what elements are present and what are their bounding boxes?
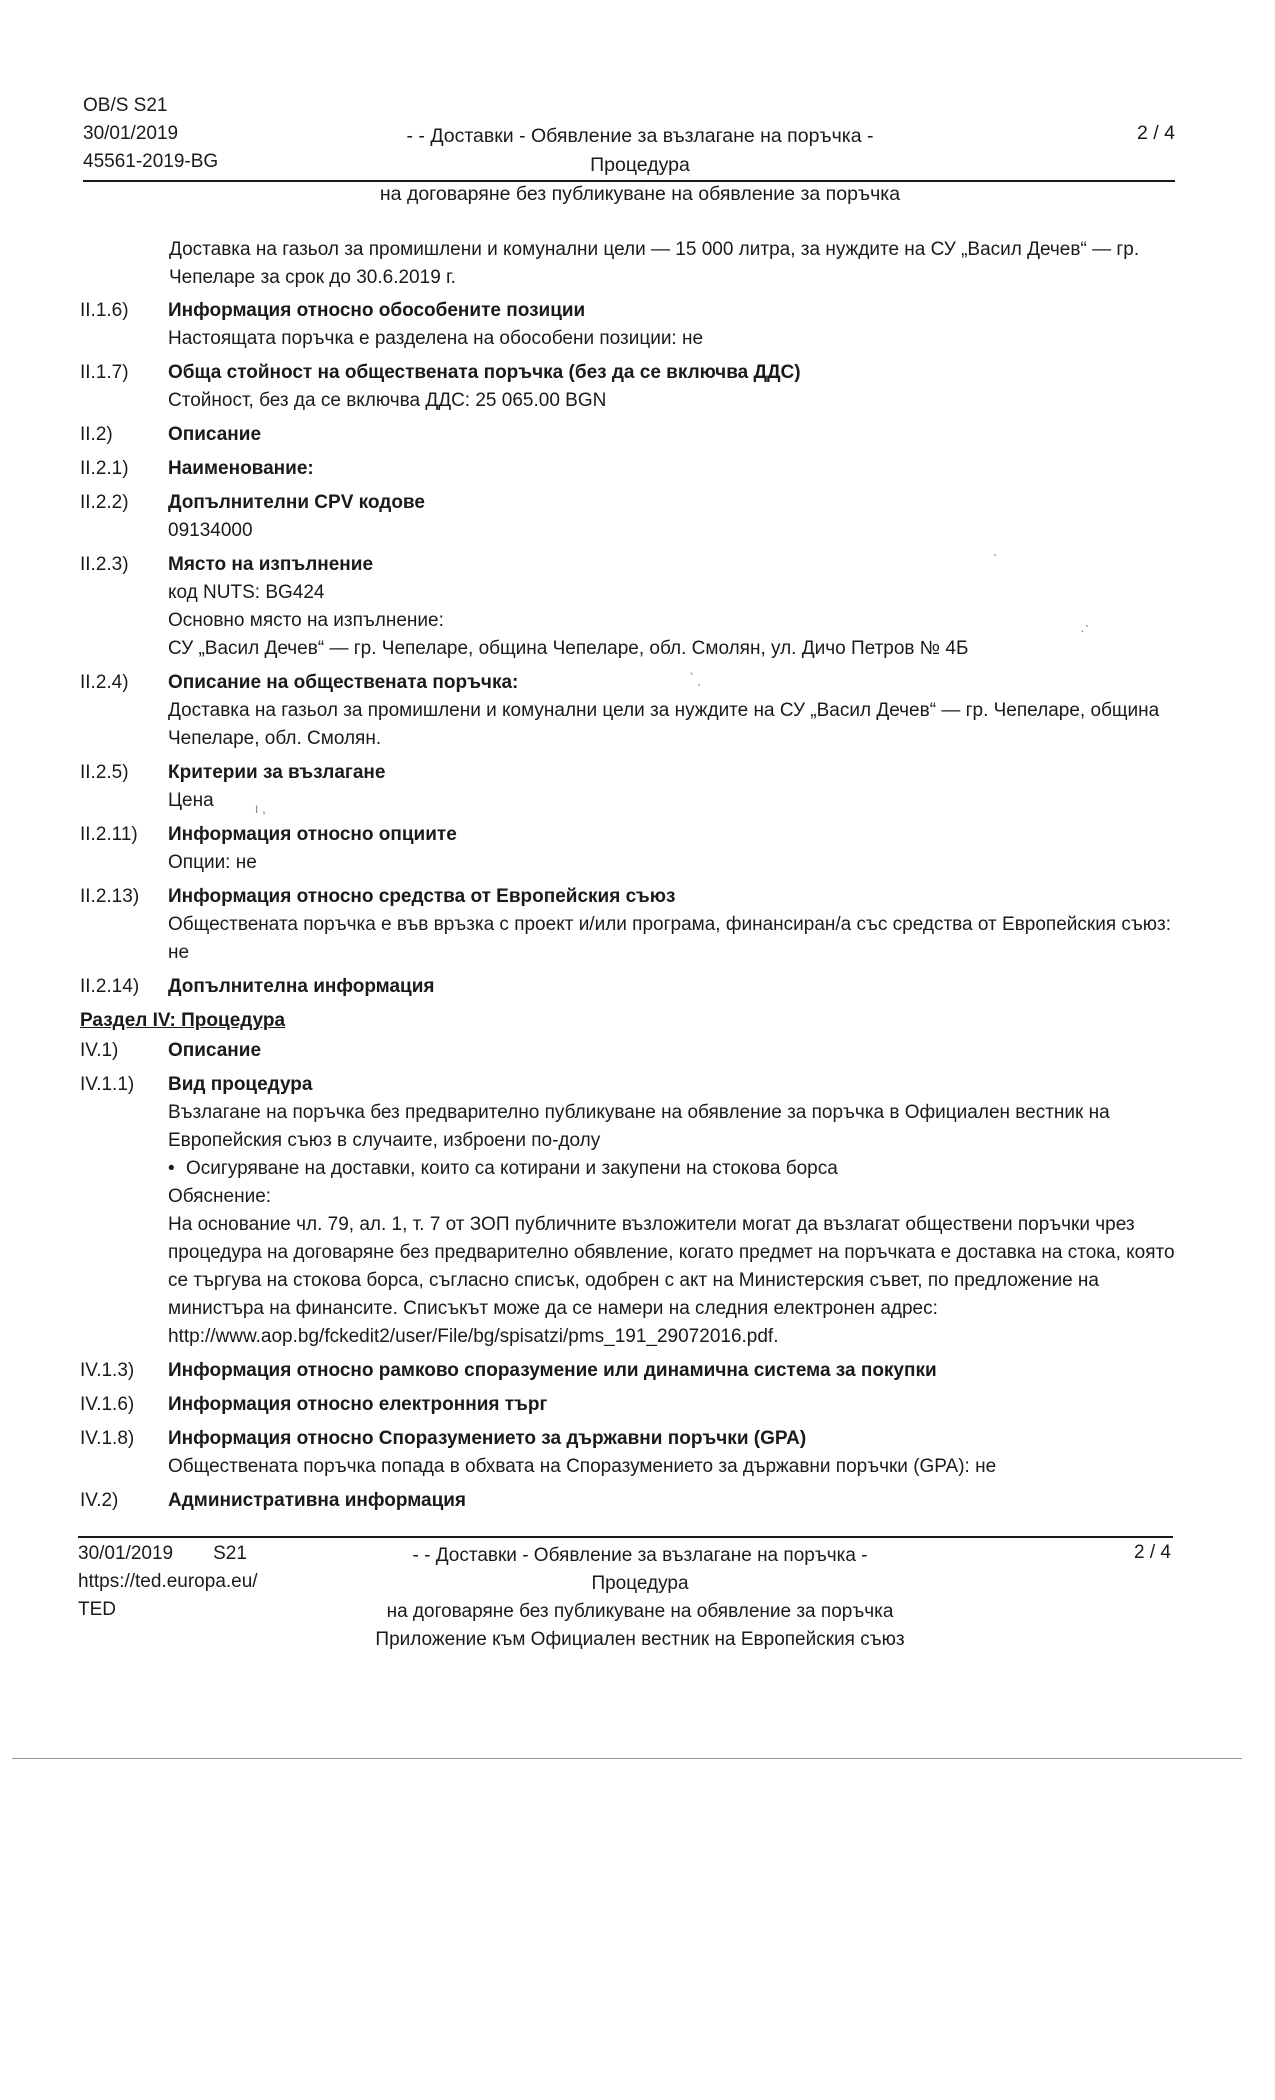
item-text: Цена [168,790,214,811]
footer-reference [78,1540,258,1624]
header-ref-line: 30/01/2019 [83,123,179,144]
item-number: II.2.14) [80,976,140,997]
section-item [80,297,1180,353]
item-title: Информация относно обособените позиции [168,300,586,321]
item-text: Обществената поръчка попада в обхвата на Споразумението за държавни поръчки (GPA): не [168,1456,997,1477]
section-item [80,551,1180,663]
section-item [80,421,1180,449]
item-title: Информация относно рамково споразумение или динамична система за покупки [168,1360,937,1381]
item-number: II.1.7) [80,362,129,383]
section-item [80,359,1180,415]
section-item [80,759,1180,815]
scan-speck: ι , [255,800,266,816]
item-text: Обществената поръчка е във връзка с проект и/или програма, финансиран/а със средства от Европейския съюз: не [168,914,1172,963]
scan-speck: ·ˋ [1080,622,1090,638]
section-item [80,973,1180,1001]
item-number: IV.1.6) [80,1394,135,1415]
section-item [80,455,1180,483]
item-text: Възлагане на поръчка без предварително публикуване на обявление за поръчка в Официален вестник на Европейския съюз в случаите, изброени по-долу [168,1102,1110,1151]
section-item [80,1357,1180,1385]
item-text: Основно място на изпълнение: [168,610,444,631]
footer-title-line: Приложение към Официален вестник на Европейския съюз [375,1629,905,1650]
footer-ted: TED [78,1599,116,1620]
item-title: Обща стойност на обществената поръчка (без да се включва ДДС) [168,362,801,383]
item-title: Информация относно Споразумението за държавни поръчки (GPA) [168,1428,807,1449]
item-number: IV.1.3) [80,1360,135,1381]
notice-content [80,297,1180,1521]
section-item [80,1425,1180,1481]
bullet-text: Осигуряване на доставки, които са котирани и закупени на стокова борса [186,1158,838,1179]
item-title: Административна информация [168,1490,467,1511]
item-title: Информация относно средства от Европейския съюз [168,886,676,907]
header-title-line: на договаряне без публикуване на обявление за поръчка [379,183,901,205]
footer-title-line: на договаряне без публикуване на обявление за поръчка [386,1601,894,1622]
item-number: II.2.11) [80,824,138,845]
item-text: Доставка на газьол за промишлени и комунални цели за нуждите на СУ „Васил Дечев“ — гр. Чепеларе, община Чепеларе, обл. Смолян. [168,700,1160,749]
item-title: Допълнителна информация [168,976,435,997]
scan-edge-line [12,1758,1242,1759]
footer-title [370,1542,910,1654]
item-text: код NUTS: BG424 [168,582,325,603]
item-text: Опции: не [168,852,257,873]
item-number: II.1.6) [80,300,129,321]
footer-divider [78,1536,1173,1538]
item-title: Информация относно електронния търг [168,1394,548,1415]
item-number: II.2.4) [80,672,129,693]
item-title: Наименование: [168,458,314,479]
section-item [80,669,1180,753]
item-number: II.2.13) [80,886,140,907]
header-divider [83,180,1175,182]
item-title: Критерии за възлагане [168,762,386,783]
item-text: Стойност, без да се включва ДДС: 25 065.00 BGN [168,390,607,411]
scan-speck: ˎ [993,540,998,556]
bullet-icon: • [168,1158,175,1179]
item-number: II.2.2) [80,492,129,513]
item-number: IV.1.1) [80,1074,135,1095]
item-number: IV.1.8) [80,1428,135,1449]
footer-title-line: - - Доставки - Обявление за възлагане на поръчка - Процедура [412,1545,868,1594]
footer-date: 30/01/2019 [78,1543,174,1564]
item-number: II.2.5) [80,762,129,783]
header-ref-line: OB/S S21 [83,95,168,116]
header-ref-line: 45561-2019-BG [83,151,219,172]
item-title: Описание [168,1040,262,1061]
section-item [80,489,1180,545]
header-title-line: - - Доставки - Обявление за възлагане на поръчка - Процедура [406,125,874,176]
item-title: Описание [168,424,262,445]
item-text: Настоящата поръчка е разделена на обособени позиции: не [168,328,704,349]
item-title: Място на изпълнение [168,554,374,575]
item-title: Описание на обществената поръчка: [168,672,519,693]
item-title: Информация относно опциите [168,824,457,845]
explanation-label: Обяснение: [168,1186,272,1207]
item-number: IV.1) [80,1040,119,1061]
section-item [80,883,1180,967]
item-number: IV.2) [80,1490,119,1511]
item-number: II.2.1) [80,458,129,479]
item-title: Допълнителни CPV кодове [168,492,425,513]
section-item [80,1391,1180,1419]
footer-series: S21 [213,1543,247,1564]
explanation-text: На основание чл. 79, ал. 1, т. 7 от ЗОП публичните възложители могат да възлагат обществени поръчки чрез процедура на договаряне без предварително обявление, когато предмет на поръчката е доставка на стока, която се търгува на стокова борса, съгласно списък, одобрен с акт на Министерския съвет, по предложение на министъра на финансите. Списъкът може да се намери на следния електронен адрес: http://www.aop.bg/fckedit2/user/File/bg/spisatzi/pms_191_29072016.pdf. [168,1214,1175,1347]
section-item [80,1071,1180,1351]
footer-page-number: 2 / 4 [1134,1542,1171,1563]
bullet-item [168,1155,1180,1183]
section-item [80,1487,1180,1515]
section-heading: Раздел IV: Процедура [80,1010,286,1031]
item-number: II.2.3) [80,554,129,575]
section-item [80,821,1180,877]
intro-paragraph: Доставка на газьол за промишлени и комунални цели — 15 000 литра, за нуждите на СУ „Васил Дечев“ — гр. Чепеларе за срок до 30.6.2019 г. [169,239,1140,288]
header-page-number: 2 / 4 [1137,122,1175,144]
item-number: II.2) [80,424,113,445]
item-title: Вид процедура [168,1074,313,1095]
footer-url: https://ted.europa.eu/ [78,1571,258,1592]
scan-speck: ‵ ˎ [690,670,702,686]
item-text: 09134000 [168,520,253,541]
header-title [370,122,910,209]
header-reference [83,92,218,176]
item-text: СУ „Васил Дечев“ — гр. Чепеларе, община Чепеларе, обл. Смолян, ул. Дичо Петров № 4Б [168,638,969,659]
section-item [80,1037,1180,1065]
